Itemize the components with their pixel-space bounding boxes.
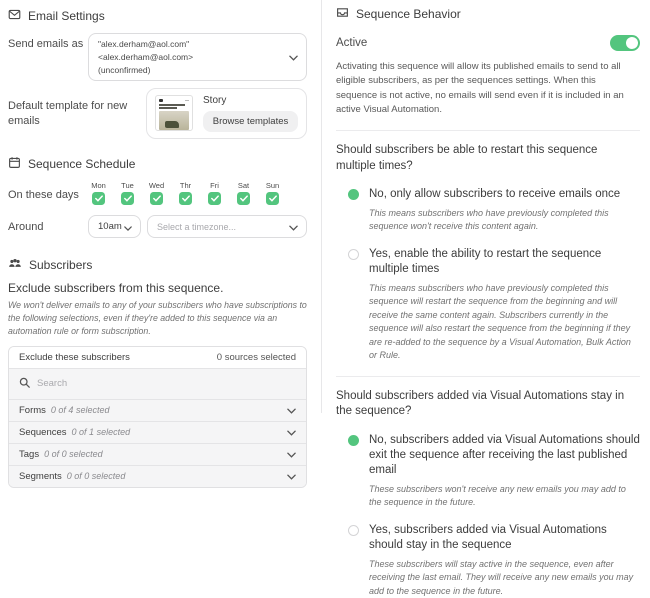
day-fri: Fri	[204, 181, 225, 205]
from-address-unconfirmed: (unconfirmed)	[98, 64, 151, 75]
day-checkbox-checked[interactable]	[237, 192, 250, 205]
search-icon	[19, 375, 30, 393]
send-emails-as-row	[8, 33, 307, 81]
chevron-down-icon	[287, 445, 296, 463]
template-name: Story	[203, 95, 227, 107]
time-select[interactable]	[88, 215, 141, 238]
subscribers-header	[8, 257, 307, 272]
day-mon: Mon	[88, 181, 109, 205]
sources-selected-count: 0 sources selected	[216, 351, 296, 363]
day-wed: Wed	[146, 181, 167, 205]
email-settings-header	[8, 8, 307, 24]
from-address-value: "alex.derham@aol.com" <alex.derham@aol.com>	[98, 39, 194, 62]
day-checkbox-checked[interactable]	[266, 192, 279, 205]
day-thr: Thr	[175, 181, 196, 205]
day-checkboxes	[88, 181, 283, 205]
accordion-tags[interactable]: Tags 0 of 0 selected	[9, 443, 306, 465]
accordion-forms[interactable]: Forms 0 of 4 selected	[9, 399, 306, 421]
active-toggle[interactable]	[610, 35, 640, 51]
day-checkbox-checked[interactable]	[208, 192, 221, 205]
people-icon	[8, 257, 22, 272]
template-card	[146, 88, 307, 139]
sequence-schedule-header	[8, 156, 307, 172]
on-these-days-label: On these days	[8, 189, 79, 202]
divider	[336, 376, 640, 377]
automations-option-yes: Yes, subscribers added via Visual Automations should stay in the sequence	[336, 523, 640, 553]
day-sun: Sun	[262, 181, 283, 205]
default-template-label: Default template for new emails	[8, 100, 128, 127]
default-template-row	[8, 88, 307, 139]
panel-header	[9, 347, 306, 368]
time-value: 10am	[98, 221, 122, 233]
section-title: Email Settings	[28, 9, 105, 23]
radio-selected[interactable]	[348, 189, 359, 200]
restart-option-yes: Yes, enable the ability to restart the sequence multiple times	[336, 247, 640, 277]
panel-title: Exclude these subscribers	[19, 351, 130, 363]
chevron-down-icon	[287, 401, 296, 419]
exclude-description: We won't deliver emails to any of your subscribers who have subscriptions to the following selections, even if they're added to this sequence via an automation rule or form subscription.	[8, 300, 307, 336]
day-sat: Sat	[233, 181, 254, 205]
sequence-behavior-header	[336, 6, 640, 22]
exclude-subtitle: Exclude subscribers from this sequence.	[8, 281, 224, 296]
chevron-down-icon	[124, 218, 132, 236]
automations-question: Should subscribers added via Visual Automations stay in the sequence?	[336, 389, 625, 418]
left-column	[0, 0, 322, 482]
section-title: Sequence Behavior	[356, 7, 461, 21]
timezone-placeholder: Select a timezone...	[157, 221, 237, 232]
search-input[interactable]	[37, 378, 296, 389]
chevron-down-icon	[287, 423, 296, 441]
exclude-subscribers-panel	[8, 346, 307, 488]
restart-option-yes-description: This means subscribers who have previously completed this sequence will restart the sequence from the beginning and will receive the same content again. Subscribers currently in the sequence will also restart the sequence from the beginning if they are re-added to the sequence by a Visual Automation, Bulk Action or Rule.	[369, 282, 631, 361]
accordion-sequences[interactable]: Sequences 0 of 1 selected	[9, 421, 306, 443]
section-title: Sequence Schedule	[28, 157, 136, 172]
automations-option-no-description: These subscribers won't receive any new emails you may add to the sequence in the future.	[369, 483, 626, 508]
inbox-icon	[336, 6, 349, 22]
template-thumbnail[interactable]	[155, 95, 193, 131]
calendar-icon	[8, 156, 21, 172]
active-row	[336, 35, 640, 51]
send-emails-as-label: Send emails as	[8, 38, 84, 50]
chevron-down-icon	[289, 218, 298, 236]
day-tue: Tue	[117, 181, 138, 205]
automations-option-no: No, subscribers added via Visual Automations should exit the sequence after receiving the last published email	[336, 433, 640, 478]
restart-question: Should subscribers be able to restart this sequence multiple times?	[336, 144, 598, 172]
search-row	[9, 368, 306, 399]
automations-option-yes-description: These subscribers will stay active in the sequence, even after receiving the last email. They will receive any new emails you may add to the sequence in the future.	[369, 558, 634, 596]
envelope-icon	[8, 8, 21, 24]
day-checkbox-checked[interactable]	[121, 192, 134, 205]
right-column	[322, 0, 650, 596]
radio-unselected[interactable]	[348, 525, 359, 536]
chevron-down-icon	[289, 48, 298, 66]
day-checkbox-checked[interactable]	[150, 192, 163, 205]
radio-unselected[interactable]	[348, 249, 359, 260]
radio-selected[interactable]	[348, 435, 359, 446]
restart-option-no-description: This means subscribers who have previously completed this sequence won't receive this content again.	[369, 207, 609, 232]
section-title: Subscribers	[29, 257, 93, 272]
chevron-down-icon	[287, 467, 296, 485]
day-checkbox-checked[interactable]	[179, 192, 192, 205]
day-checkbox-checked[interactable]	[92, 192, 105, 205]
active-description: Activating this sequence will allow its published emails to send to all eligible subscribers, as per the sequences settings. When this sequence is not active, no emails will send even if it is included in an active Visual Automation.	[336, 61, 624, 115]
timezone-select[interactable]	[147, 215, 307, 238]
on-these-days-row	[8, 181, 307, 205]
around-row	[8, 215, 307, 238]
active-label: Active	[336, 36, 368, 49]
from-address-select[interactable]	[88, 33, 307, 81]
divider	[336, 130, 640, 131]
browse-templates-button[interactable]: Browse templates	[203, 111, 298, 132]
restart-option-no: No, only allow subscribers to receive emails once	[336, 187, 640, 202]
accordion-segments[interactable]: Segments 0 of 0 selected	[9, 465, 306, 487]
around-label: Around	[8, 220, 44, 233]
